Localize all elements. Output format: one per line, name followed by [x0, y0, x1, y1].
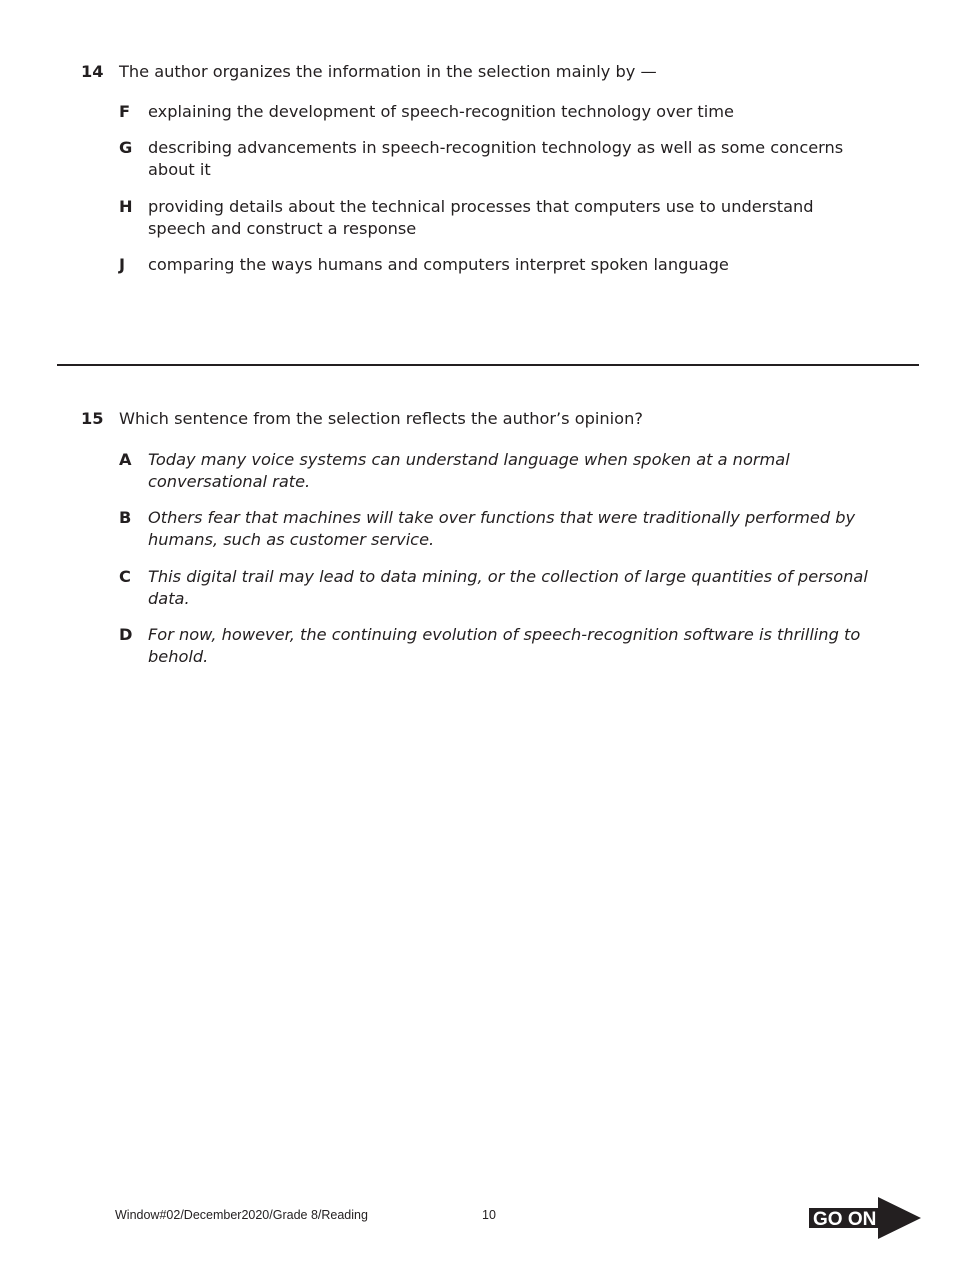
section-divider — [57, 364, 919, 366]
option-letter: A — [119, 450, 132, 469]
option-letter: F — [119, 102, 131, 121]
option-letter: J — [119, 255, 126, 274]
option-text: comparing the ways humans and computers interpret spoken language — [148, 255, 729, 274]
option-letter: B — [119, 508, 132, 527]
question-number: 14 — [81, 62, 104, 81]
option-text: This digital trail may lead to data mining, or the collection of large quantities of personal data. — [148, 567, 868, 608]
option-letter: C — [119, 567, 131, 586]
footer-source: Window#02/December2020/Grade 8/Reading — [115, 1208, 368, 1222]
option-text: providing details about the technical processes that computers use to understand speech and construct a response — [148, 197, 814, 238]
option-text: Others fear that machines will take over functions that were traditionally performed by humans, such as customer service. — [148, 508, 856, 549]
question-number: 15 — [81, 409, 104, 428]
go-on-label: GO ON — [813, 1209, 877, 1230]
page-number: 10 — [482, 1208, 496, 1222]
option-text: Today many voice systems can understand language when spoken at a normal conversational rate. — [148, 450, 790, 491]
option-text: describing advancements in speech-recognition technology as well as some concerns about it — [148, 138, 844, 179]
option-letter: H — [119, 197, 133, 216]
option-letter: D — [119, 625, 133, 644]
go-on-arrow-icon[interactable] — [809, 1197, 921, 1239]
question-text: The author organizes the information in the selection mainly by — — [119, 62, 657, 81]
question-text: Which sentence from the selection reflects the author’s opinion? — [119, 409, 643, 428]
option-letter: G — [119, 138, 133, 157]
option-text: explaining the development of speech-recognition technology over time — [148, 102, 734, 121]
option-text: For now, however, the continuing evolution of speech-recognition software is thrilling to behold. — [148, 625, 861, 666]
